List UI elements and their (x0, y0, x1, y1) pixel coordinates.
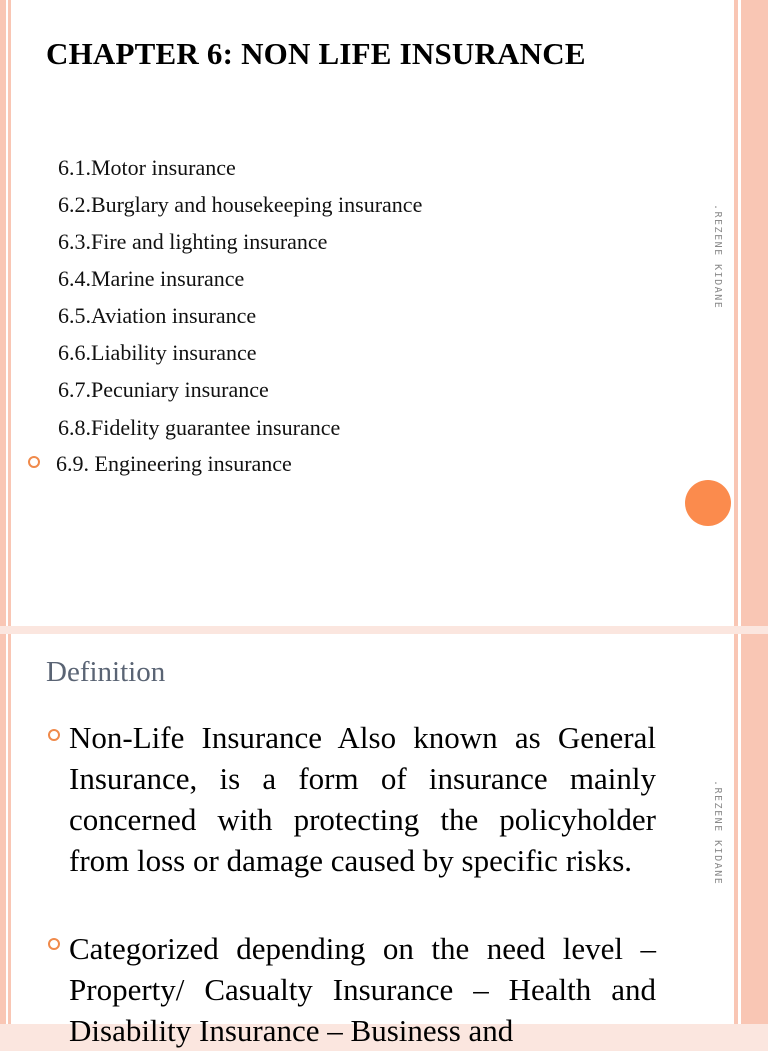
slide-border-left-inner (8, 634, 11, 1024)
definition-heading: Definition (46, 656, 166, 688)
toc-item: 6.3.Fire and lighting insurance (58, 229, 328, 254)
slide-definition (0, 634, 768, 1048)
toc-item: 6.1.Motor insurance (58, 155, 236, 180)
slide-border-right-inner (734, 0, 738, 626)
slide-border-left-inner (8, 0, 11, 626)
definition-paragraph: Non-Life Insurance Also known as General Insurance, is a form of insurance mainly concerned with protecting the policyholder from loss or damage caused by specific risks. (69, 720, 656, 878)
bullet-ring-icon (28, 456, 40, 468)
chapter-title: CHAPTER 6: NON LIFE INSURANCE (46, 36, 586, 71)
slide-border-right (741, 634, 768, 1024)
toc-item: 6.8.Fidelity guarantee insurance (58, 415, 341, 440)
toc-item: 6.2.Burglary and housekeeping insurance (58, 192, 423, 217)
categories-paragraph: Categorized depending on the need level – Property/ Casualty Insurance – Health and Disability Insurance – Business and (69, 931, 656, 1048)
toc-item: 6.9. Engineering insurance (56, 451, 292, 476)
toc-item: 6.5.Aviation insurance (58, 303, 257, 328)
slide-border-left (0, 0, 6, 626)
bullet-ring-icon (48, 729, 60, 741)
author-side-text: .REZENE KIDANE (712, 204, 723, 310)
bullet-ring-icon (48, 938, 60, 950)
toc-item: 6.4.Marine insurance (58, 266, 245, 291)
accent-circle-icon (685, 480, 731, 526)
slide-border-left (0, 634, 6, 1024)
toc-item: 6.7.Pecuniary insurance (58, 377, 269, 402)
toc-item: 6.6.Liability insurance (58, 340, 257, 365)
slide-border-right (741, 0, 768, 626)
author-side-text: .REZENE KIDANE (712, 780, 723, 886)
slide-border-right-inner (734, 634, 738, 1024)
